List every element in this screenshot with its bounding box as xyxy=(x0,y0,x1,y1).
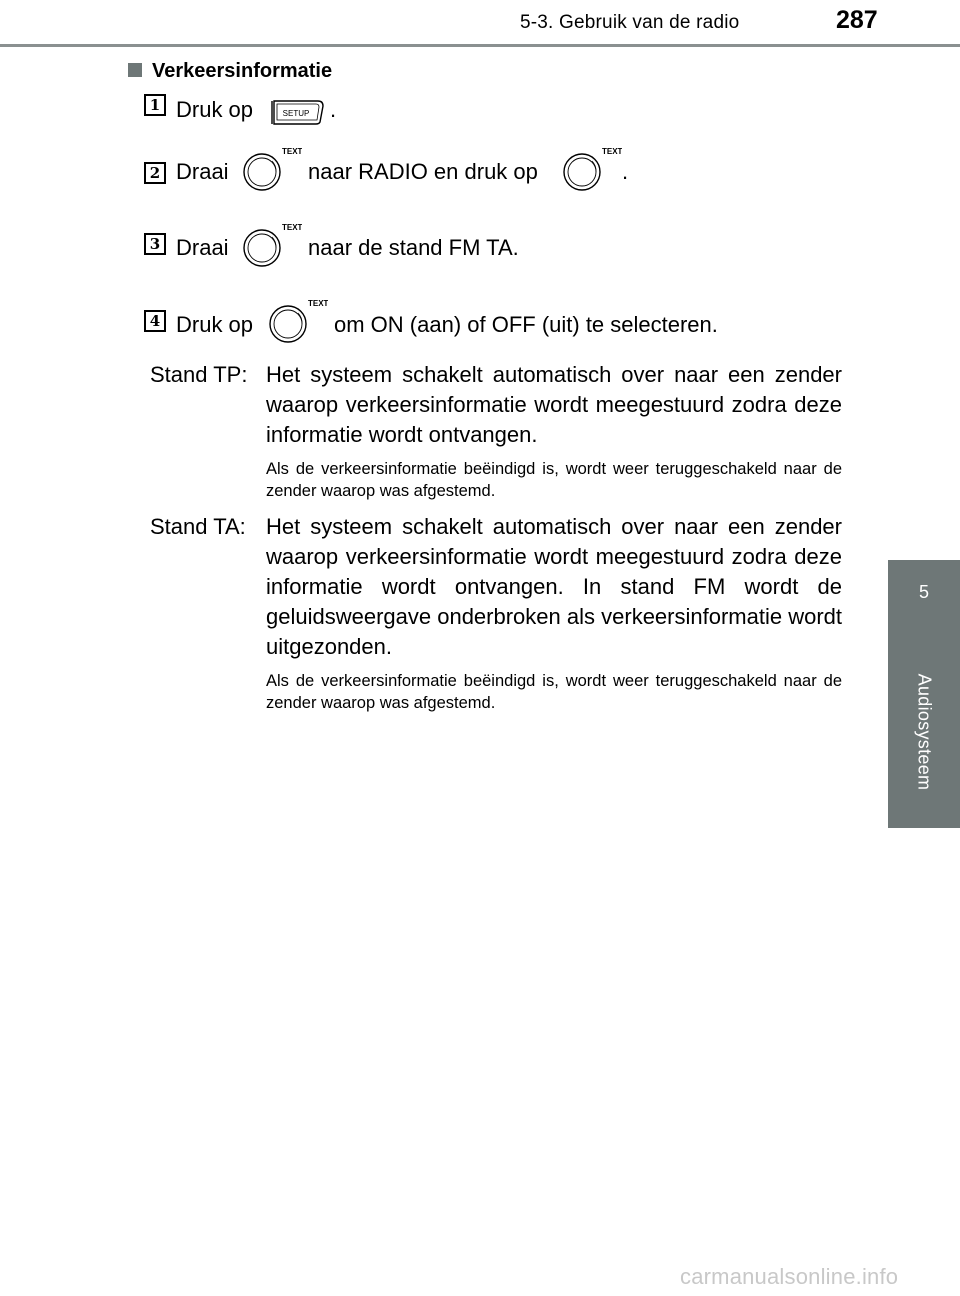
definition-term: Stand TA: xyxy=(150,514,246,539)
step-badge: 3 xyxy=(144,233,166,255)
definition-tp xyxy=(150,360,842,450)
step-text-after: naar de stand FM TA. xyxy=(308,235,519,260)
step-text-before: Druk op xyxy=(176,97,254,122)
step-text-before: Draai xyxy=(176,235,229,260)
text-knob-label: TEXT xyxy=(282,147,302,156)
step-badge: 4 xyxy=(144,310,166,332)
definition-term: Stand TP: xyxy=(150,362,248,387)
step-text-middle: naar RADIO en druk op xyxy=(308,159,538,184)
running-header: 5-3. Gebruik van de radio xyxy=(520,12,740,33)
setup-button-icon xyxy=(270,98,326,126)
definition-ta xyxy=(150,512,842,662)
step-badge: 2 xyxy=(144,162,166,184)
chapter-label: Audiosysteem xyxy=(914,673,935,791)
step-text-before: Draai xyxy=(176,159,229,184)
step-text-after: om ON (aan) of OFF (uit) te selecteren. xyxy=(334,312,718,337)
text-knob-icon xyxy=(562,144,622,196)
text-knob-icon xyxy=(242,220,302,272)
square-bullet-icon xyxy=(128,63,142,77)
chapter-number: 5 xyxy=(918,582,929,602)
step-text-before: Druk op xyxy=(176,312,254,337)
step-badge: 1 xyxy=(144,94,166,116)
step-3 xyxy=(144,220,864,280)
header-divider xyxy=(0,44,960,47)
text-knob-icon xyxy=(242,144,302,196)
text-knob-label: TEXT xyxy=(308,299,328,308)
text-knob-icon xyxy=(268,296,328,348)
chapter-tab xyxy=(888,560,960,828)
step-text-after: . xyxy=(622,159,629,184)
text-knob-label: TEXT xyxy=(282,223,302,232)
definition-note: Als de verkeersinformatie beëindigd is, wordt weer teruggeschakeld naar de zender waarop was afgestemd. xyxy=(266,460,842,500)
step-4 xyxy=(144,296,864,356)
section-title-text: Verkeersinformatie xyxy=(152,60,333,82)
text-knob-label: TEXT xyxy=(602,147,622,156)
section-title xyxy=(128,60,332,83)
step-text-after: . xyxy=(330,97,337,122)
setup-icon-label: SETUP xyxy=(282,109,310,118)
step-2 xyxy=(144,142,864,202)
definition-body: Het systeem schakelt automatisch over naar een zender waarop verkeersinformatie wordt meegestuurd zodra deze informatie wordt ontvangen. xyxy=(266,362,842,447)
definition-note: Als de verkeersinformatie beëindigd is, wordt weer teruggeschakeld naar de zender waarop was afgestemd. xyxy=(266,672,842,712)
definition-body: Het systeem schakelt automatisch over naar een zender waarop verkeersinformatie wordt meegestuurd zodra deze informatie wordt ontvangen. In stand FM wordt de geluidsweergave onderbroken als verkeersinformatie wordt uitgezonden. xyxy=(266,514,842,659)
watermark: carmanualsonline.info xyxy=(680,1264,899,1289)
page-number: 287 xyxy=(836,6,878,34)
